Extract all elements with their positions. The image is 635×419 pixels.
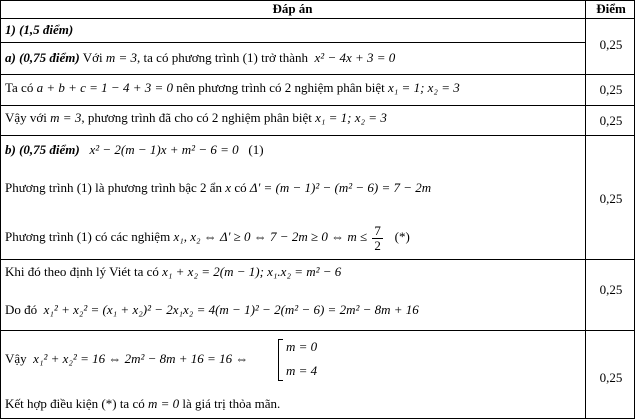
text: (*) — [394, 229, 410, 244]
math: a + b + c = 1 − 4 + 3 = 0 — [36, 80, 173, 95]
text: Vậy — [5, 351, 27, 366]
text: là giá trị thỏa mãn. — [182, 396, 281, 411]
final-equation-line — [5, 351, 248, 367]
text: Phương trình (1) có các nghiệm — [5, 229, 171, 244]
score-cell: 0,25 — [599, 37, 623, 52]
math: x₁ + x₂ = 2(m − 1); x₁.x₂ = m² − 6 — [162, 264, 342, 279]
text: nên phương trình có 2 nghiệm phân biệt — [176, 80, 385, 95]
math: m = 0 — [147, 396, 180, 411]
math: x₁² + x₂² = 16 ⇔ 2m² − 8m + 16 = 16 ⇔ — [33, 351, 249, 366]
text: , phương trình đã cho có 2 nghiệm phân biệt — [81, 110, 312, 125]
math: m = 3 — [105, 50, 138, 65]
math: x₁, x₂ ⇔ Δ' ≥ 0 ⇔ 7 − 2m ≥ 0 ⇔ m ≤ — [173, 229, 368, 244]
fraction-denominator: 2 — [374, 237, 381, 253]
part-a-label: a) (0,75 điểm) — [5, 50, 80, 65]
part-b-label: b) (0,75 điểm) — [5, 142, 80, 157]
part-b-line — [5, 142, 264, 158]
score-cell: 0,25 — [599, 113, 623, 128]
math: Δ' = (m − 1)² − (m² − 6) = 7 − 2m — [249, 180, 432, 195]
text: Kết hợp điều kiện (*) ta có — [5, 396, 145, 411]
case-m0: m = 0 — [286, 339, 318, 354]
part-a-conclusion-line — [5, 110, 387, 126]
viet-line — [5, 264, 341, 280]
header-divider — [0, 18, 635, 19]
math: m = 3 — [50, 110, 82, 125]
math: x — [225, 180, 232, 195]
math: x₁² + x₂² = (x₁ + x₂)² − 2x₁x₂ = 4(m − 1)² − 2(m² − 6) = 2m² − 8m + 16 — [43, 302, 419, 317]
text: Khi đó theo định lý Viét ta có — [5, 264, 159, 279]
header-points: Điểm — [596, 1, 626, 16]
fraction — [372, 224, 383, 253]
fraction-numerator: 7 — [374, 222, 381, 238]
text: (1) — [248, 142, 264, 157]
row-divider — [0, 74, 635, 75]
math-equation: x² − 2(m − 1)x + m² − 6 = 0 — [89, 142, 239, 157]
text: có — [234, 180, 247, 195]
table-column-divider — [585, 0, 586, 419]
part-a-line — [5, 50, 395, 66]
part-a-solution-line — [5, 80, 460, 96]
math: x₁ = 1; x₂ = 3 — [315, 110, 387, 125]
score-cell: 0,25 — [599, 282, 623, 297]
text: Phương trình (1) là phương trình bậc 2 ẩn — [5, 180, 223, 195]
sum-of-squares-line — [5, 302, 419, 318]
case-bracket — [278, 339, 283, 381]
row-divider — [0, 259, 635, 260]
row-divider — [0, 330, 635, 331]
score-cell: 0,25 — [599, 370, 623, 385]
part-b-condition-line — [5, 222, 410, 253]
table-border-left — [0, 0, 1, 419]
header-answer: Đáp án — [272, 1, 313, 16]
text: Ta có — [5, 80, 34, 95]
score-cell: 0,25 — [599, 82, 623, 97]
case-m4: m = 4 — [286, 363, 318, 378]
math: x₁ = 1; x₂ = 3 — [388, 80, 460, 95]
text: Do đó — [5, 302, 38, 317]
text: Vậy với — [5, 110, 47, 125]
question-title: 1) (1,5 điểm) — [5, 22, 74, 37]
conclusion-line — [5, 396, 280, 412]
text: , ta có phương trình (1) trở thành — [137, 50, 309, 65]
row-divider — [0, 42, 585, 43]
math-equation: x² − 4x + 3 = 0 — [314, 50, 396, 65]
score-cell: 0,25 — [599, 191, 623, 206]
text: Với — [82, 50, 103, 65]
row-divider — [0, 135, 635, 136]
part-b-delta-line — [5, 180, 431, 196]
row-divider — [0, 105, 635, 106]
